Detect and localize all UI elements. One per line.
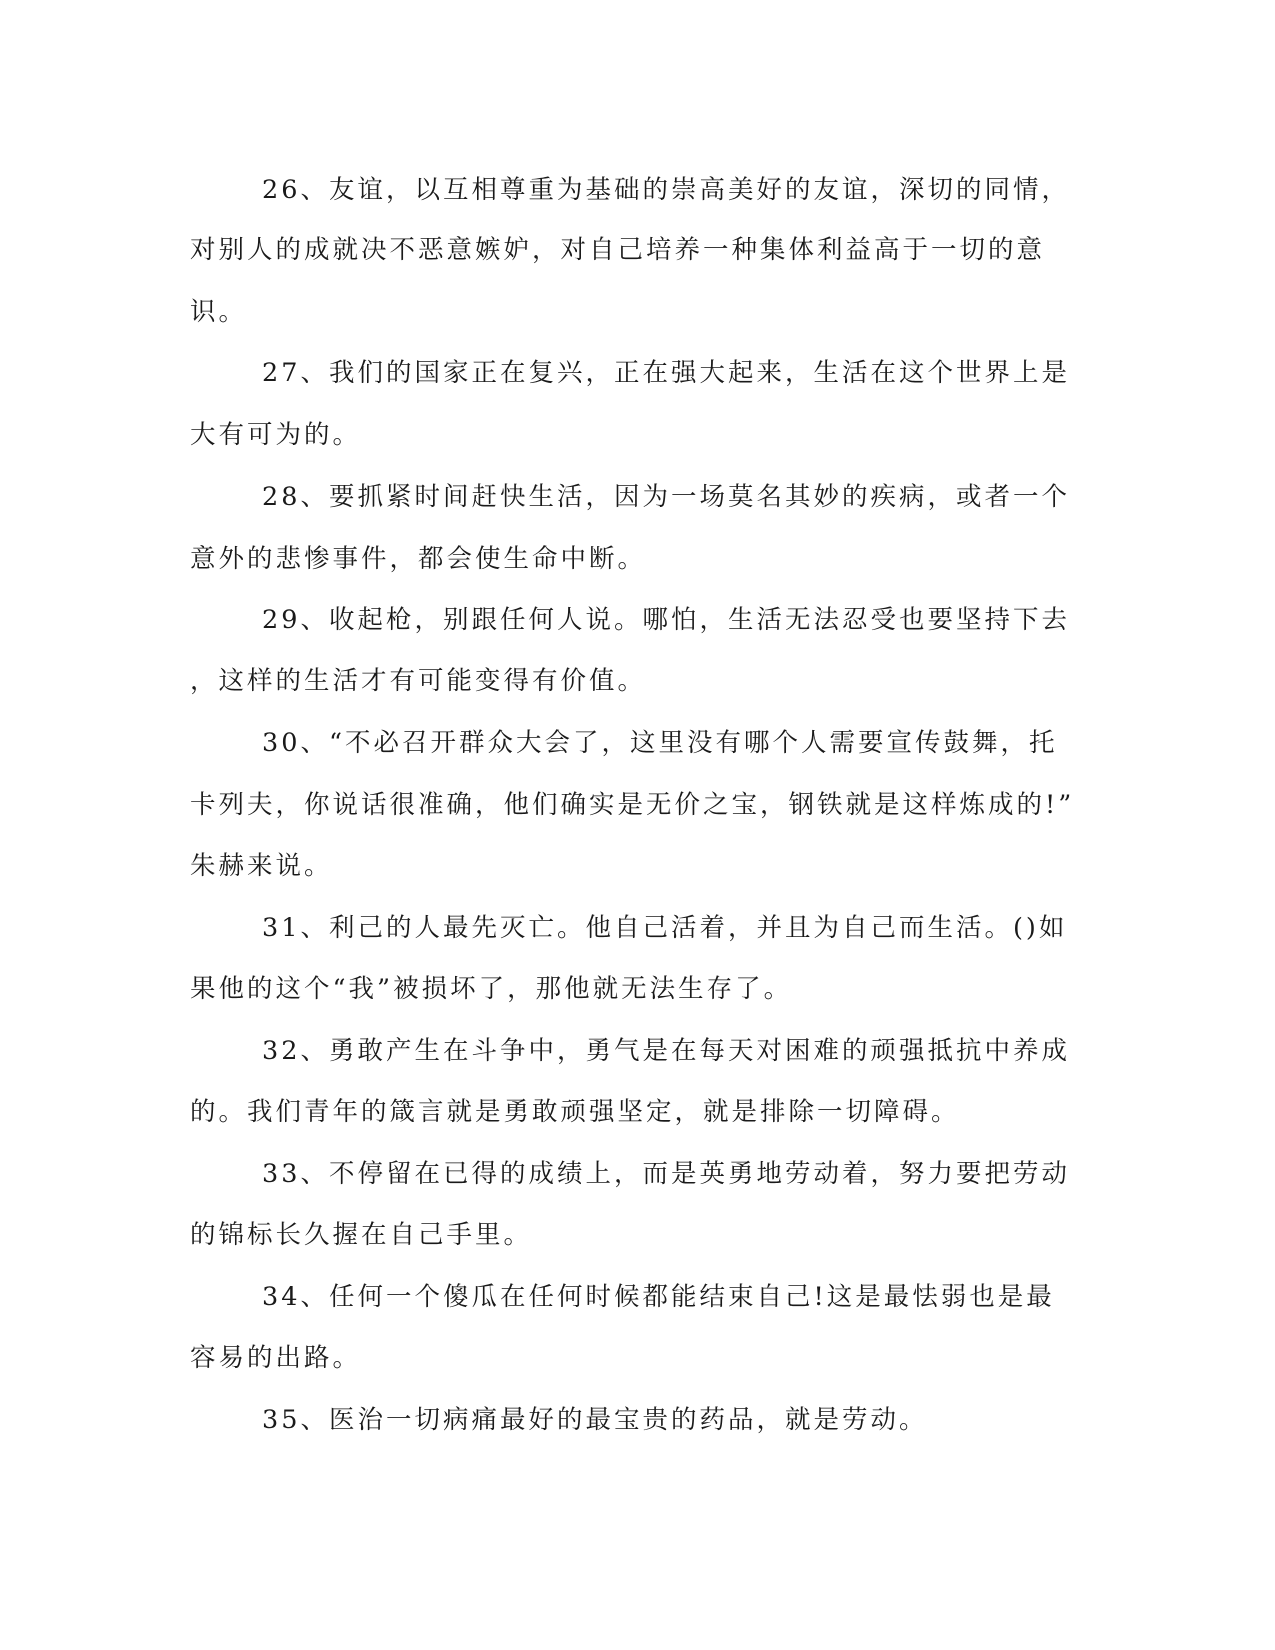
text-line: 朱赫来说。	[190, 851, 333, 881]
text-line: 的锦标长久握在自己手里。	[190, 1220, 533, 1250]
text-line: 26、友谊，以互相尊重为基础的崇高美好的友谊，深切的同情，	[262, 175, 1070, 205]
text-line: 35、医治一切病痛最好的最宝贵的药品，就是劳动。	[262, 1405, 928, 1435]
text-line: 对别人的成就决不恶意嫉妒，对自己培养一种集体利益高于一切的意	[190, 235, 1046, 265]
text-line: 31、利己的人最先灭亡。他自己活着，并且为自己而生活。()如	[262, 913, 1068, 943]
text-line: 32、勇敢产生在斗争中，勇气是在每天对困难的顽强抵抗中养成	[262, 1036, 1070, 1066]
text-line: 大有可为的。	[190, 420, 362, 450]
text-line: 卡列夫，你说话很准确，他们确实是无价之宝，钢铁就是这样炼成的!”	[190, 790, 1075, 820]
text-line: 28、要抓紧时间赶快生活，因为一场莫名其妙的疾病，或者一个	[262, 482, 1070, 512]
text-line: 意外的悲惨事件，都会使生命中断。	[190, 544, 647, 574]
text-line: 容易的出路。	[190, 1343, 362, 1373]
text-line: ，这样的生活才有可能变得有价值。	[190, 666, 647, 696]
text-line: 30、“不必召开群众大会了，这里没有哪个人需要宣传鼓舞，托	[262, 728, 1058, 758]
text-line: 的。我们青年的箴言就是勇敢顽强坚定，就是排除一切障碍。	[190, 1097, 960, 1127]
text-line: 果他的这个“我”被损坏了，那他就无法生存了。	[190, 974, 793, 1004]
text-line: 27、我们的国家正在复兴，正在强大起来，生活在这个世界上是	[262, 358, 1070, 388]
text-line: 34、任何一个傻瓜在任何时候都能结束自己!这是最怯弱也是最	[262, 1282, 1055, 1312]
text-line: 33、不停留在已得的成绩上，而是英勇地劳动着，努力要把劳动	[262, 1159, 1070, 1189]
text-line: 29、收起枪，别跟任何人说。哪怕，生活无法忍受也要坚持下去	[262, 605, 1070, 635]
text-line: 识。	[190, 297, 248, 327]
